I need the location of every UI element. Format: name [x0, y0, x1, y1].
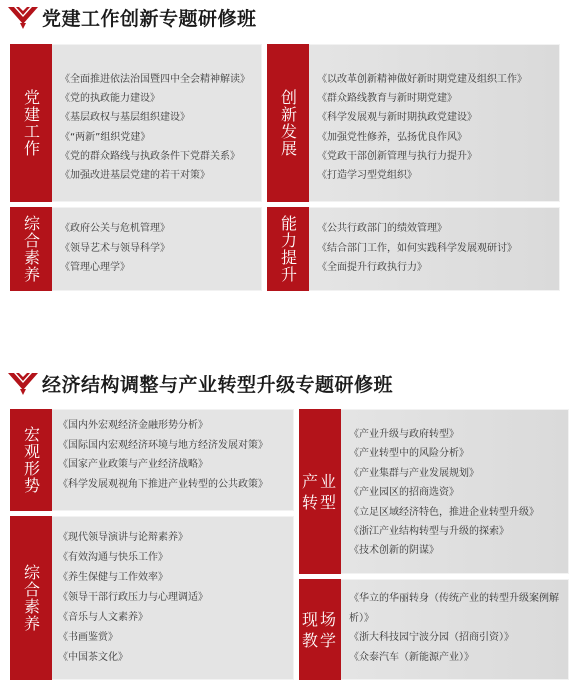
- block-dangjian-label-box: [10, 44, 52, 202]
- section1-title: [8, 4, 257, 31]
- block-chanye: [299, 409, 569, 574]
- course-item: 《书画鉴赏》: [58, 632, 118, 643]
- course-item: 《产业集群与产业发展规划》: [349, 467, 479, 479]
- block-chanye-list: [349, 425, 539, 561]
- course-item: 《领导艺术与领导科学》: [60, 242, 170, 254]
- course-item: 《党的群众路线与执政条件下党群关系》: [60, 150, 240, 162]
- course-item: 《结合部门工作，如何实践科学发展观研讨》: [317, 242, 517, 254]
- course-item: 《音乐与人文素养》: [58, 612, 148, 623]
- block-hongguan-list: [58, 416, 268, 494]
- course-item: 《现代领导演讲与论辩素养》: [58, 532, 188, 543]
- block-nengli-list: [317, 219, 517, 278]
- block-zonghe-1-label-box: [10, 207, 52, 291]
- course-item: 《养生保健与工作效率》: [58, 572, 168, 583]
- block-chuangxin-label: 创新发展: [278, 89, 298, 157]
- course-item: 《产业转型中的风险分析》: [349, 448, 469, 460]
- course-item: 《加强党性修养，弘扬优良作风》: [317, 131, 467, 143]
- course-item: 《浙江产业结构转型与升级的探索》: [349, 526, 509, 538]
- block-chuangxin-list: [317, 70, 527, 185]
- course-item: 《有效沟通与快乐工作》: [58, 552, 168, 563]
- block-xianchang-label-box: [299, 579, 341, 680]
- course-item: 《华立的华丽转身（传统产业的转型升级案例解析）》: [349, 593, 559, 624]
- block-zonghe-2-label: 综合素养: [21, 564, 41, 632]
- block-zonghe-2-label-box: [10, 516, 52, 680]
- course-item: 《立足区域经济特色，推进企业转型升级》: [349, 506, 539, 518]
- block-zonghe-1: [10, 207, 262, 291]
- section1-title-text: 党建工作创新专题研修班: [42, 8, 257, 30]
- block-dangjian-list: [60, 70, 250, 185]
- course-item: 《基层政权与基层组织建设》: [60, 112, 190, 124]
- block-hongguan: [10, 409, 294, 511]
- block-chanye-label-box: [299, 409, 341, 574]
- block-xianchang: [299, 579, 569, 680]
- block-xianchang-list: [349, 589, 561, 667]
- block-hongguan-label: 宏观形势: [21, 426, 41, 494]
- block-dangjian: [10, 44, 262, 202]
- block-nengli: [267, 207, 560, 291]
- course-item: 《加强改进基层党建的若干对策》: [60, 170, 210, 182]
- course-item: 《国家产业政策与产业经济战略》: [58, 459, 208, 470]
- course-item: 《全面提升行政执行力》: [317, 262, 427, 273]
- course-item: 《领导干部行政压力与心理调适》: [58, 592, 208, 603]
- red-chevron-logo-icon: [8, 7, 38, 29]
- section2-title-text: 经济结构调整与产业转型升级专题研修班: [42, 374, 394, 396]
- course-item: 《科学发展观视角下推进产业转型的公共政策》: [58, 478, 268, 490]
- block-zonghe-2: [10, 516, 294, 680]
- course-item: 《国际国内宏观经济环境与地方经济发展对策》: [58, 439, 268, 451]
- section2-title: [8, 370, 393, 397]
- course-item: 《党政干部创新管理与执行力提升》: [317, 150, 477, 162]
- red-chevron-logo-icon: [8, 373, 38, 395]
- block-chanye-label: 产业转型: [302, 471, 339, 512]
- course-item: 《全面推进依法治国暨四中全会精神解读》: [60, 74, 250, 85]
- course-item: 《政府公关与危机管理》: [60, 223, 170, 234]
- course-item: 《党的执政能力建设》: [60, 93, 160, 105]
- course-item: 《产业园区的招商选资》: [349, 487, 459, 499]
- block-chuangxin: [267, 44, 560, 202]
- course-item: 《科学发展观与新时期执政党建设》: [317, 112, 477, 124]
- course-item: 《公共行政部门的绩效管理》: [317, 223, 447, 234]
- course-item: 《打造学习型党组织》: [317, 170, 417, 182]
- block-hongguan-label-box: [10, 409, 52, 511]
- course-item: 《产业升级与政府转型》: [349, 429, 459, 440]
- course-item: 《以改革创新精神做好新时期党建及组织工作》: [317, 74, 527, 85]
- course-item: 《“两新”组织党建》: [60, 131, 151, 143]
- course-item: 《浙大科技园宁波分园（招商引资）》: [349, 632, 514, 643]
- block-xianchang-label: 现场教学: [302, 609, 339, 650]
- block-zonghe-1-list: [60, 219, 170, 278]
- block-nengli-label-box: [267, 207, 309, 291]
- course-item: 《技术创新的阴谋》: [349, 545, 439, 557]
- course-item: 《众泰汽车（新能源产业）》: [349, 651, 474, 663]
- block-zonghe-2-list: [58, 528, 208, 668]
- course-item: 《国内外宏观经济金融形势分析》: [58, 420, 208, 431]
- course-item: 《群众路线教育与新时期党建》: [317, 93, 457, 105]
- block-chuangxin-label-box: [267, 44, 309, 202]
- course-item: 《中国茶文化》: [58, 652, 128, 663]
- course-item: 《管理心理学》: [60, 262, 130, 273]
- block-nengli-label: 能力提升: [278, 215, 298, 283]
- block-dangjian-label: 党建工作: [21, 89, 41, 157]
- block-zonghe-1-label: 综合素养: [21, 215, 41, 283]
